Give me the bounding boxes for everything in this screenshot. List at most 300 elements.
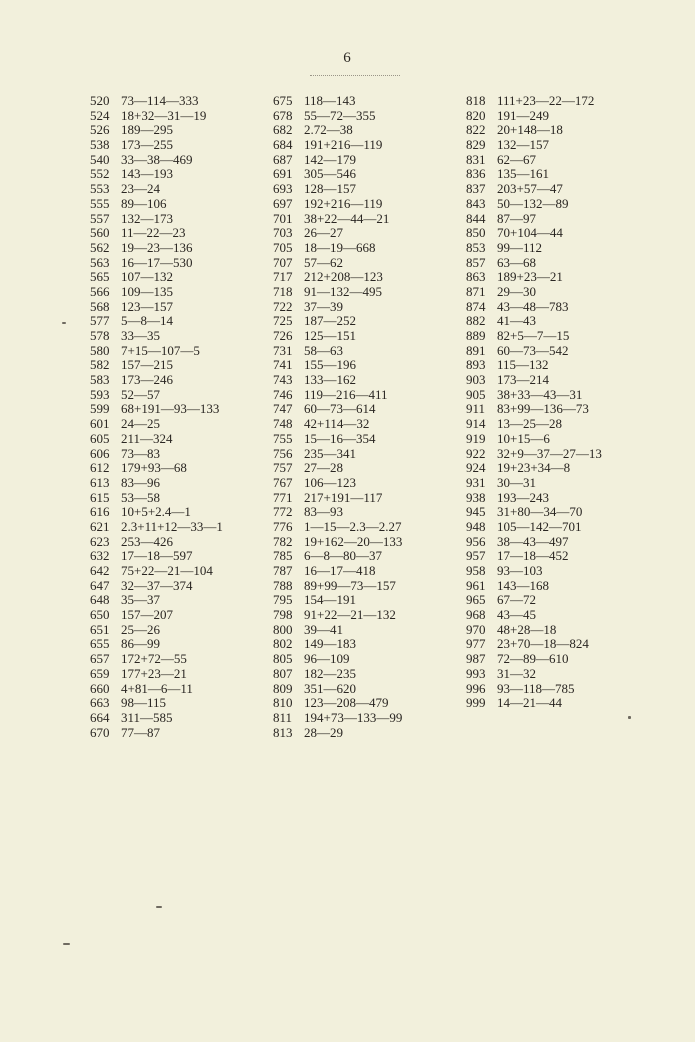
entry-references: 43—48—783 <box>497 298 569 314</box>
entry-number: 993 <box>466 665 486 681</box>
entry-number: 566 <box>90 283 110 299</box>
entry-references: 211—324 <box>121 430 173 446</box>
entry-references: 14—21—44 <box>497 695 562 711</box>
entry-references: 19+162—20—133 <box>304 533 403 549</box>
index-entry <box>273 637 402 652</box>
index-column-1 <box>90 94 223 740</box>
entry-number: 670 <box>90 724 110 740</box>
entry-number: 911 <box>466 401 486 417</box>
entry-references: 189+23—21 <box>497 269 563 285</box>
print-speck <box>62 322 66 324</box>
entry-references: 192+216—119 <box>304 195 383 211</box>
entry-number: 552 <box>90 166 110 182</box>
entry-number: 577 <box>90 313 110 329</box>
entry-number: 582 <box>90 357 110 373</box>
entry-references: 189—295 <box>121 122 173 138</box>
entry-references: 77—87 <box>121 724 160 740</box>
entry-number: 647 <box>90 577 110 593</box>
index-entry <box>273 549 402 564</box>
index-entry <box>90 623 223 638</box>
entry-references: 149—183 <box>304 636 356 652</box>
entry-references: 173—246 <box>121 372 173 388</box>
entry-number: 693 <box>273 181 293 197</box>
entry-number: 565 <box>90 269 110 285</box>
entry-number: 871 <box>466 283 486 299</box>
index-entry <box>273 388 402 403</box>
entry-number: 632 <box>90 548 110 564</box>
entry-number: 651 <box>90 621 110 637</box>
index-entry <box>90 520 223 535</box>
entry-references: 93—118—785 <box>497 680 575 696</box>
entry-references: 7+15—107—5 <box>121 342 200 358</box>
print-speck <box>156 906 162 908</box>
index-entry <box>273 314 402 329</box>
entry-references: 212+208—123 <box>304 269 383 285</box>
index-entry <box>273 476 402 491</box>
index-entry <box>273 593 402 608</box>
index-entry <box>466 682 602 697</box>
index-entry <box>273 138 402 153</box>
entry-references: 60—73—542 <box>497 342 569 358</box>
entry-references: 83+99—136—73 <box>497 401 589 417</box>
index-entry <box>273 182 402 197</box>
entry-number: 741 <box>273 357 293 373</box>
entry-references: 53—58 <box>121 489 160 505</box>
index-entry <box>273 270 402 285</box>
entry-number: 811 <box>273 709 293 725</box>
print-speck <box>63 943 70 945</box>
index-entry <box>466 417 602 432</box>
entry-number: 767 <box>273 474 293 490</box>
entry-number: 798 <box>273 607 293 623</box>
entry-number: 968 <box>466 607 486 623</box>
entry-references: 48+28—18 <box>497 621 557 637</box>
index-entry <box>90 373 223 388</box>
entry-references: 57—62 <box>304 254 343 270</box>
entry-number: 659 <box>90 665 110 681</box>
entry-references: 10+15—6 <box>497 430 550 446</box>
entry-number: 788 <box>273 577 293 593</box>
entry-references: 33—35 <box>121 328 160 343</box>
index-entry <box>466 593 602 608</box>
entry-number: 938 <box>466 489 486 505</box>
entry-number: 615 <box>90 489 110 505</box>
entry-references: 173—214 <box>497 372 549 388</box>
index-entry <box>466 535 602 550</box>
entry-references: 62—67 <box>497 151 536 167</box>
index-entry <box>90 94 223 109</box>
entry-references: 179+93—68 <box>121 460 187 476</box>
index-entry <box>273 447 402 462</box>
entry-references: 83—96 <box>121 474 160 490</box>
entry-references: 19+23+34—8 <box>497 460 571 476</box>
entry-references: 17—18—597 <box>121 548 193 564</box>
index-entry <box>273 461 402 476</box>
entry-number: 648 <box>90 592 110 608</box>
index-entry <box>90 505 223 520</box>
entry-number: 524 <box>90 107 110 123</box>
entry-number: 540 <box>90 151 110 167</box>
entry-references: 191—249 <box>497 107 549 123</box>
entry-references: 2.72—38 <box>304 122 353 138</box>
entry-number: 970 <box>466 621 486 637</box>
entry-references: 89+99—73—157 <box>304 577 396 593</box>
entry-references: 30—31 <box>497 474 536 490</box>
entry-number: 560 <box>90 225 110 241</box>
index-entry <box>466 461 602 476</box>
index-entry <box>273 564 402 579</box>
entry-references: 73—83 <box>121 445 160 461</box>
index-entry <box>466 167 602 182</box>
index-entry <box>273 623 402 638</box>
entry-references: 143—193 <box>121 166 173 182</box>
entry-references: 32+9—37—27—13 <box>497 445 602 461</box>
entry-references: 143—168 <box>497 577 549 593</box>
entry-references: 311—585 <box>121 709 173 725</box>
entry-number: 657 <box>90 651 110 667</box>
entry-references: 72—89—610 <box>497 651 569 667</box>
entry-number: 787 <box>273 563 293 578</box>
entry-references: 133—162 <box>304 372 356 388</box>
entry-references: 13—25—28 <box>497 416 562 432</box>
entry-number: 755 <box>273 430 293 446</box>
entry-number: 919 <box>466 430 486 446</box>
index-entry <box>273 123 402 138</box>
index-entry <box>90 667 223 682</box>
entry-number: 606 <box>90 445 110 461</box>
entry-references: 31—32 <box>497 665 536 681</box>
entry-number: 999 <box>466 695 486 711</box>
index-entry <box>90 197 223 212</box>
index-entry <box>466 564 602 579</box>
entry-number: 601 <box>90 416 110 432</box>
entry-number: 772 <box>273 504 293 520</box>
index-entry <box>90 637 223 652</box>
entry-number: 743 <box>273 372 293 388</box>
index-entry <box>273 153 402 168</box>
entry-references: 2.3+11+12—33—1 <box>121 518 223 534</box>
entry-references: 128—157 <box>304 181 356 197</box>
entry-number: 829 <box>466 137 486 153</box>
entry-number: 684 <box>273 137 293 153</box>
entry-number: 725 <box>273 313 293 329</box>
entry-references: 91+22—21—132 <box>304 607 396 623</box>
index-entry <box>90 314 223 329</box>
entry-references: 98—115 <box>121 695 167 711</box>
index-entry <box>273 256 402 271</box>
index-entry <box>273 300 402 315</box>
entry-number: 756 <box>273 445 293 461</box>
entry-number: 977 <box>466 636 486 652</box>
entry-number: 809 <box>273 680 293 696</box>
index-entry <box>273 520 402 535</box>
entry-references: 107—132 <box>121 269 173 285</box>
entry-references: 203+57—47 <box>497 181 563 197</box>
index-entry <box>90 432 223 447</box>
index-entry <box>466 358 602 373</box>
entry-references: 119—216—411 <box>304 386 388 402</box>
index-entry <box>466 373 602 388</box>
entry-references: 115—132 <box>497 357 549 373</box>
entry-references: 18+32—31—19 <box>121 107 207 123</box>
index-entry <box>90 726 223 741</box>
index-entry <box>466 623 602 638</box>
index-entry <box>273 94 402 109</box>
entry-references: 191+216—119 <box>304 137 383 153</box>
entry-number: 813 <box>273 724 293 740</box>
entry-references: 132—173 <box>121 210 173 226</box>
index-entry <box>90 402 223 417</box>
entry-number: 843 <box>466 195 486 211</box>
entry-references: 42+114—32 <box>304 416 370 432</box>
entry-references: 235—341 <box>304 445 356 461</box>
entry-references: 19—23—136 <box>121 239 193 255</box>
index-entry <box>90 549 223 564</box>
index-entry <box>466 300 602 315</box>
entry-references: 82+5—7—15 <box>497 328 570 343</box>
index-entry <box>273 197 402 212</box>
entry-references: 50—132—89 <box>497 195 569 211</box>
entry-references: 39—41 <box>304 621 343 637</box>
entry-number: 707 <box>273 254 293 270</box>
entry-number: 526 <box>90 122 110 138</box>
entry-number: 844 <box>466 210 486 226</box>
entry-number: 697 <box>273 195 293 211</box>
index-column-3 <box>466 94 602 711</box>
entry-references: 10+5+2.4—1 <box>121 504 191 520</box>
index-entry <box>466 285 602 300</box>
entry-references: 157—207 <box>121 607 173 623</box>
entry-number: 613 <box>90 474 110 490</box>
index-entry <box>90 682 223 697</box>
entry-references: 43—45 <box>497 607 536 623</box>
entry-references: 125—151 <box>304 328 356 343</box>
index-entry <box>90 285 223 300</box>
entry-number: 682 <box>273 122 293 138</box>
entry-number: 931 <box>466 474 486 490</box>
index-entry <box>273 417 402 432</box>
index-entry <box>273 726 402 741</box>
index-entry <box>90 388 223 403</box>
index-entry <box>466 212 602 227</box>
index-entry <box>466 667 602 682</box>
index-entry <box>90 358 223 373</box>
entry-references: 305—546 <box>304 166 356 182</box>
entry-number: 722 <box>273 298 293 314</box>
index-entry <box>466 123 602 138</box>
entry-references: 38+33—43—31 <box>497 386 583 402</box>
entry-number: 553 <box>90 181 110 197</box>
index-entry <box>90 608 223 623</box>
index-entry <box>90 167 223 182</box>
entry-number: 771 <box>273 489 293 505</box>
index-entry <box>273 667 402 682</box>
entry-number: 958 <box>466 563 486 578</box>
index-entry <box>466 344 602 359</box>
index-entry <box>90 696 223 711</box>
entry-number: 660 <box>90 680 110 696</box>
index-entry <box>90 226 223 241</box>
entry-references: 89—106 <box>121 195 167 211</box>
entry-number: 599 <box>90 401 110 417</box>
entry-references: 16—17—530 <box>121 254 193 270</box>
entry-number: 642 <box>90 563 110 578</box>
index-entry <box>466 637 602 652</box>
index-entry <box>273 608 402 623</box>
index-entry <box>273 344 402 359</box>
entry-number: 782 <box>273 533 293 549</box>
entry-references: 253—426 <box>121 533 173 549</box>
entry-references: 173—255 <box>121 137 173 153</box>
entry-number: 731 <box>273 342 293 358</box>
index-entry <box>466 109 602 124</box>
index-entry <box>90 535 223 550</box>
entry-number: 562 <box>90 239 110 255</box>
index-entry <box>466 94 602 109</box>
index-entry <box>90 123 223 138</box>
entry-number: 863 <box>466 269 486 285</box>
entry-references: 135—161 <box>497 166 549 182</box>
entry-references: 27—28 <box>304 460 343 476</box>
index-entry <box>90 153 223 168</box>
index-entry <box>466 388 602 403</box>
entry-number: 605 <box>90 430 110 446</box>
entry-references: 91—132—495 <box>304 283 382 299</box>
entry-number: 747 <box>273 401 293 417</box>
entry-number: 857 <box>466 254 486 270</box>
index-entry <box>90 461 223 476</box>
entry-number: 785 <box>273 548 293 564</box>
entry-number: 961 <box>466 577 486 593</box>
entry-number: 956 <box>466 533 486 549</box>
index-entry <box>90 256 223 271</box>
entry-number: 924 <box>466 460 486 476</box>
entry-references: 142—179 <box>304 151 356 167</box>
index-entry <box>90 329 223 344</box>
entry-number: 538 <box>90 137 110 153</box>
index-entry <box>90 344 223 359</box>
index-entry <box>466 402 602 417</box>
entry-number: 965 <box>466 592 486 608</box>
entry-number: 818 <box>466 93 486 108</box>
index-entry <box>273 167 402 182</box>
entry-references: 18—19—668 <box>304 239 376 255</box>
entry-references: 58—63 <box>304 342 343 358</box>
entry-number: 853 <box>466 239 486 255</box>
index-entry <box>90 182 223 197</box>
entry-number: 691 <box>273 166 293 182</box>
index-entry <box>466 549 602 564</box>
print-speck <box>628 716 631 719</box>
index-entry <box>273 109 402 124</box>
entry-number: 948 <box>466 518 486 534</box>
entry-references: 32—37—374 <box>121 577 193 593</box>
entry-number: 996 <box>466 680 486 696</box>
entry-number: 703 <box>273 225 293 241</box>
entry-references: 123—157 <box>121 298 173 314</box>
index-entry <box>90 241 223 256</box>
index-entry <box>466 696 602 711</box>
entry-references: 194+73—133—99 <box>304 709 403 725</box>
entry-number: 874 <box>466 298 486 314</box>
entry-references: 6—8—80—37 <box>304 548 382 564</box>
index-entry <box>466 447 602 462</box>
entry-references: 33—38—469 <box>121 151 193 167</box>
index-entry <box>466 520 602 535</box>
entry-references: 4+81—6—11 <box>121 680 193 696</box>
entry-number: 957 <box>466 548 486 564</box>
index-entry <box>466 476 602 491</box>
index-entry <box>90 579 223 594</box>
entry-references: 99—112 <box>497 239 543 255</box>
entry-references: 68+191—93—133 <box>121 401 220 417</box>
index-entry <box>273 358 402 373</box>
index-entry <box>273 212 402 227</box>
index-entry <box>273 402 402 417</box>
entry-number: 718 <box>273 283 293 299</box>
entry-number: 748 <box>273 416 293 432</box>
index-entry <box>90 270 223 285</box>
index-entry <box>466 652 602 667</box>
entry-references: 20+148—18 <box>497 122 563 138</box>
entry-references: 70+104—44 <box>497 225 563 241</box>
index-entry <box>273 652 402 667</box>
entry-references: 75+22—21—104 <box>121 563 213 578</box>
entry-number: 701 <box>273 210 293 226</box>
entry-references: 5—8—14 <box>121 313 173 329</box>
entry-references: 351—620 <box>304 680 356 696</box>
entry-references: 38—43—497 <box>497 533 569 549</box>
entry-references: 29—30 <box>497 283 536 299</box>
index-entry <box>466 226 602 241</box>
entry-number: 717 <box>273 269 293 285</box>
entry-number: 882 <box>466 313 486 329</box>
index-entry <box>466 491 602 506</box>
entry-references: 67—72 <box>497 592 536 608</box>
index-entry <box>466 138 602 153</box>
index-entry <box>466 432 602 447</box>
entry-references: 15—16—354 <box>304 430 376 446</box>
entry-number: 650 <box>90 607 110 623</box>
index-entry <box>273 535 402 550</box>
entry-references: 52—57 <box>121 386 160 402</box>
entry-number: 726 <box>273 328 293 343</box>
entry-number: 807 <box>273 665 293 681</box>
index-entry <box>273 285 402 300</box>
entry-number: 837 <box>466 181 486 197</box>
entry-references: 182—235 <box>304 665 356 681</box>
entry-number: 621 <box>90 518 110 534</box>
entry-number: 593 <box>90 386 110 402</box>
entry-number: 820 <box>466 107 486 123</box>
entry-number: 893 <box>466 357 486 373</box>
entry-number: 850 <box>466 225 486 241</box>
index-entry <box>466 182 602 197</box>
index-entry <box>273 432 402 447</box>
index-entry <box>90 476 223 491</box>
index-entry <box>466 241 602 256</box>
header-rule <box>310 75 400 77</box>
entry-references: 172+72—55 <box>121 651 187 667</box>
entry-references: 132—157 <box>497 137 549 153</box>
index-entry <box>273 711 402 726</box>
entry-references: 17—18—452 <box>497 548 569 564</box>
entry-number: 831 <box>466 151 486 167</box>
entry-number: 520 <box>90 93 110 108</box>
entry-number: 655 <box>90 636 110 652</box>
index-entry <box>90 300 223 315</box>
index-entry <box>466 256 602 271</box>
